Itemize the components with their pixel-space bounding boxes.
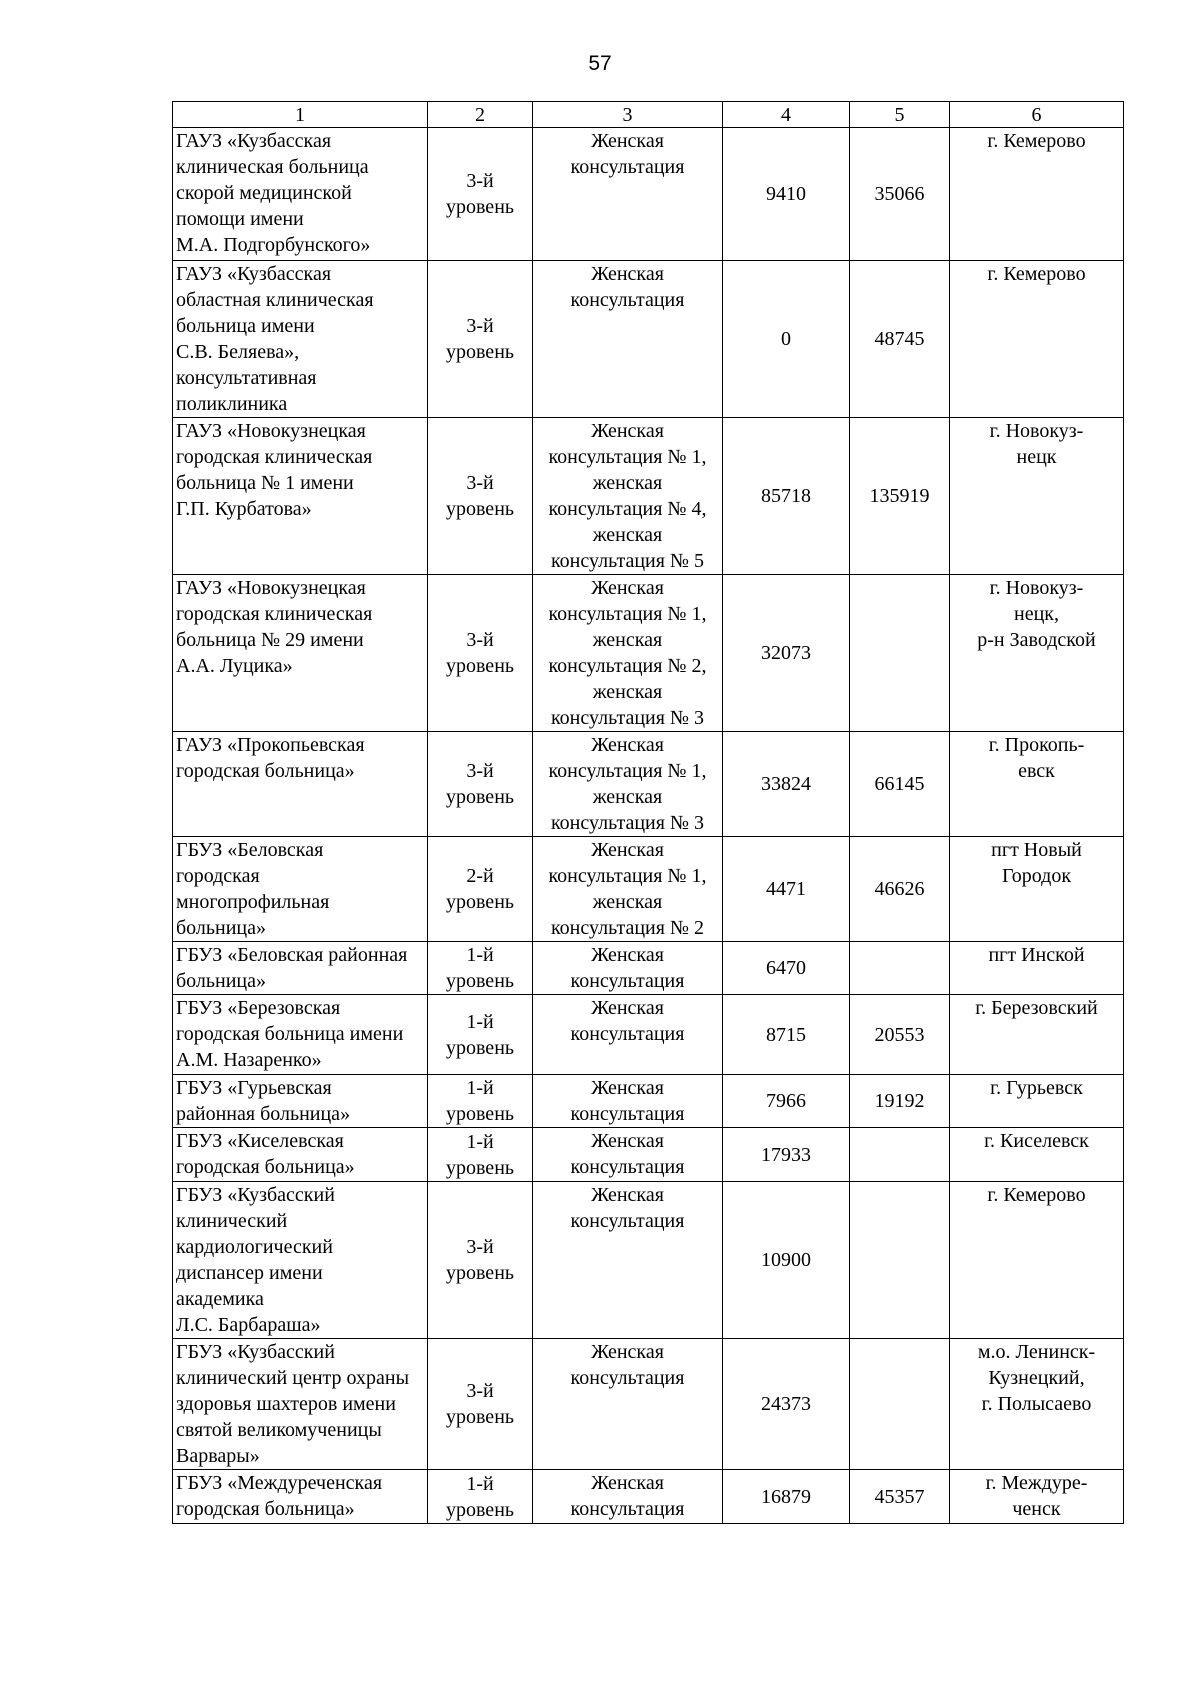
organization-cell [173, 575, 428, 732]
table-row [173, 1128, 1124, 1182]
level-cell-text: 3-й уровень [445, 472, 515, 520]
unit-cell [533, 1470, 723, 1524]
organization-cell [173, 995, 428, 1075]
level-cell-text: 3-й уровень [445, 1380, 515, 1428]
data-table [172, 101, 1124, 1524]
location-cell-text: г. Новокуз- нецк [989, 420, 1084, 468]
page-number: 57 [588, 52, 612, 75]
unit-cell [533, 837, 723, 942]
column-5-value [850, 418, 950, 575]
unit-cell-text: Женская консультация [570, 1130, 685, 1178]
level-cell [428, 1182, 533, 1339]
column-4-value-text: 33824 [761, 773, 811, 795]
column-4-value [723, 837, 850, 942]
location-cell [950, 261, 1124, 418]
location-cell-text: пгт Инской [988, 944, 1085, 966]
column-4-value [723, 995, 850, 1075]
column-4-value [723, 1339, 850, 1470]
column-4-value-text: 7966 [766, 1090, 806, 1112]
column-5-value [850, 1075, 950, 1128]
column-5-value-text: 48745 [874, 328, 925, 350]
column-header-4: 4 [723, 102, 850, 128]
organization-cell [173, 942, 428, 995]
unit-cell [533, 732, 723, 837]
level-cell [428, 418, 533, 575]
organization-cell [173, 732, 428, 837]
table-row [173, 995, 1124, 1075]
column-5-value [850, 942, 950, 995]
column-4-value-text: 9410 [766, 183, 806, 205]
column-4-value [723, 942, 850, 995]
column-5-value-text: 35066 [874, 183, 925, 205]
table-row [173, 1339, 1124, 1470]
location-cell-text: г. Кемерово [987, 130, 1086, 152]
location-cell-text: пгт Новый Городок [991, 839, 1082, 887]
level-cell [428, 1128, 533, 1182]
table-row [173, 1182, 1124, 1339]
column-5-value-text: 45357 [874, 1485, 925, 1508]
column-4-value [723, 1075, 850, 1128]
location-cell [950, 1339, 1124, 1470]
location-cell [950, 837, 1124, 942]
unit-cell [533, 575, 723, 732]
unit-cell-text: Женская консультация [570, 263, 685, 311]
level-cell [428, 995, 533, 1075]
unit-cell [533, 418, 723, 575]
unit-cell [533, 261, 723, 418]
organization-cell [173, 261, 428, 418]
column-4-value [723, 1470, 850, 1524]
column-4-value [723, 1182, 850, 1339]
column-4-value-text: 4471 [766, 878, 806, 900]
organization-cell [173, 1339, 428, 1470]
table-row [173, 1470, 1124, 1524]
column-header-2: 2 [428, 102, 533, 128]
organization-cell [173, 1182, 428, 1339]
level-cell [428, 732, 533, 837]
level-cell [428, 837, 533, 942]
unit-cell [533, 942, 723, 995]
organization-cell [173, 1470, 428, 1524]
column-4-value [723, 575, 850, 732]
organization-cell-text: ГАУЗ «Новокузнецкая городская клиническая больница № 1 имени Г.П. Курбатова» [176, 420, 373, 520]
level-cell-text: 2-й уровень [445, 865, 515, 913]
location-cell-text: г. Новокуз- нецк, р-н Заводской [977, 577, 1096, 651]
column-4-value [723, 418, 850, 575]
table-row [173, 837, 1124, 942]
column-5-value-text: 20553 [874, 1023, 925, 1046]
organization-cell-text: ГАУЗ «Кузбасская областная клиническая больница имени С.В. Беляева», консультативная поликлиника [176, 263, 374, 415]
unit-cell [533, 128, 723, 261]
column-4-value-text: 24373 [761, 1393, 811, 1415]
level-cell-text: 1-й уровень [445, 944, 515, 992]
column-header-3: 3 [533, 102, 723, 128]
unit-cell-text: Женская консультация [570, 997, 685, 1045]
unit-cell-text: Женская консультация [570, 130, 685, 178]
unit-cell [533, 995, 723, 1075]
organization-cell [173, 128, 428, 261]
table-header [173, 102, 1124, 128]
level-cell-text: 1-й уровень [445, 1130, 515, 1179]
organization-cell-text: ГБУЗ «Киселевская городская больница» [176, 1130, 355, 1178]
location-cell-text: г. Прокопь- евск [988, 734, 1085, 782]
level-cell-text: 3-й уровень [445, 170, 515, 218]
column-header-5: 5 [850, 102, 950, 128]
column-5-value [850, 1182, 950, 1339]
column-5-value [850, 995, 950, 1075]
unit-cell [533, 1339, 723, 1470]
column-4-value-text: 6470 [766, 957, 806, 979]
unit-cell-text: Женская консультация [570, 944, 685, 992]
column-5-value [850, 732, 950, 837]
location-cell-text: г. Кемерово [987, 263, 1086, 285]
unit-cell-text: Женская консультация № 1, женская консультация № 2, женская консультация № 3 [548, 577, 707, 729]
location-cell-text: г. Кемерово [987, 1184, 1086, 1206]
level-cell [428, 1075, 533, 1128]
organization-cell-text: ГБУЗ «Междуреченская городская больница» [176, 1472, 383, 1520]
unit-cell-text: Женская консультация № 1, женская консультация № 3 [548, 734, 707, 834]
column-4-value-text: 16879 [761, 1485, 811, 1508]
column-5-value [850, 1339, 950, 1470]
column-4-value-text: 8715 [766, 1023, 806, 1046]
level-cell-text: 3-й уровень [445, 315, 515, 363]
location-cell [950, 942, 1124, 995]
organization-cell-text: ГБУЗ «Кузбасский клинический центр охраны здоровья шахтеров имени святой великомученицы Варвары» [176, 1341, 410, 1467]
table-row [173, 575, 1124, 732]
column-5-value [850, 1470, 950, 1524]
level-cell [428, 1339, 533, 1470]
unit-cell-text: Женская консультация № 1, женская консультация № 4, женская консультация № 5 [548, 420, 707, 572]
location-cell-text: м.о. Ленинск- Кузнецкий, г. Полысаево [977, 1341, 1096, 1415]
table-row [173, 942, 1124, 995]
table-row [173, 418, 1124, 575]
location-cell-text: г. Березовский [975, 997, 1098, 1019]
location-cell [950, 995, 1124, 1075]
location-cell-text: г. Междуре- ченск [985, 1472, 1088, 1520]
location-cell [950, 418, 1124, 575]
unit-cell-text: Женская консультация [570, 1341, 685, 1389]
table-row [173, 128, 1124, 261]
unit-cell-text: Женская консультация [570, 1184, 685, 1232]
table-row [173, 732, 1124, 837]
column-5-value [850, 261, 950, 418]
location-cell [950, 1182, 1124, 1339]
unit-cell-text: Женская консультация [570, 1077, 685, 1125]
table-row [173, 1075, 1124, 1128]
organization-cell-text: ГАУЗ «Новокузнецкая городская клиническая больница № 29 имени А.А. Луцика» [176, 577, 373, 677]
location-cell [950, 1128, 1124, 1182]
organization-cell [173, 1075, 428, 1128]
organization-cell [173, 418, 428, 575]
column-5-value [850, 575, 950, 732]
header-row [173, 102, 1124, 128]
level-cell [428, 128, 533, 261]
column-4-value [723, 128, 850, 261]
location-cell [950, 1470, 1124, 1524]
column-5-value-text: 66145 [874, 773, 925, 795]
column-5-value-text: 135919 [869, 485, 930, 507]
location-cell-text: г. Гурьевск [990, 1077, 1083, 1099]
level-cell [428, 261, 533, 418]
column-4-value-text: 32073 [761, 642, 811, 664]
unit-cell [533, 1182, 723, 1339]
column-4-value [723, 732, 850, 837]
organization-cell-text: ГБУЗ «Гурьевская районная больница» [176, 1077, 351, 1125]
organization-cell-text: ГБУЗ «Кузбасский клинический кардиологический диспансер имени академика Л.С. Барбараша» [176, 1184, 335, 1336]
unit-cell [533, 1075, 723, 1128]
level-cell-text: 1-й уровень [445, 1010, 515, 1059]
level-cell [428, 1470, 533, 1524]
column-4-value-text: 10900 [761, 1249, 811, 1271]
level-cell-text: 3-й уровень [445, 760, 515, 808]
column-4-value-text: 85718 [761, 485, 811, 507]
location-cell-text: г. Киселевск [984, 1130, 1089, 1152]
location-cell [950, 128, 1124, 261]
column-5-value [850, 128, 950, 261]
level-cell-text: 1-й уровень [445, 1472, 515, 1521]
organization-cell-text: ГБУЗ «Беловская городская многопрофильная больница» [176, 839, 330, 939]
unit-cell-text: Женская консультация [570, 1472, 685, 1520]
location-cell [950, 732, 1124, 837]
column-4-value [723, 1128, 850, 1182]
organization-cell-text: ГАУЗ «Прокопьевская городская больница» [176, 734, 365, 782]
column-4-value-text: 0 [781, 328, 791, 350]
organization-cell-text: ГБУЗ «Беловская районная больница» [176, 944, 408, 992]
unit-cell [533, 1128, 723, 1182]
table-body [173, 128, 1124, 1524]
location-cell [950, 1075, 1124, 1128]
column-4-value [723, 261, 850, 418]
column-5-value [850, 837, 950, 942]
organization-cell-text: ГБУЗ «Березовская городская больница имени А.М. Назаренко» [176, 997, 404, 1071]
column-5-value-text: 46626 [874, 878, 925, 900]
level-cell-text: 3-й уровень [445, 629, 515, 677]
organization-cell [173, 837, 428, 942]
location-cell [950, 575, 1124, 732]
unit-cell-text: Женская консультация № 1, женская консультация № 2 [548, 839, 707, 939]
level-cell [428, 575, 533, 732]
column-header-1: 1 [173, 102, 428, 128]
organization-cell-text: ГАУЗ «Кузбасская клиническая больница скорой медицинской помощи имени М.А. Подгорбунского» [176, 130, 371, 256]
column-5-value-text: 19192 [874, 1090, 925, 1112]
organization-cell [173, 1128, 428, 1182]
level-cell [428, 942, 533, 995]
level-cell-text: 3-й уровень [445, 1236, 515, 1284]
column-header-6: 6 [950, 102, 1124, 128]
column-5-value [850, 1128, 950, 1182]
table-row [173, 261, 1124, 418]
column-4-value-text: 17933 [761, 1143, 811, 1166]
level-cell-text: 1-й уровень [445, 1077, 515, 1125]
